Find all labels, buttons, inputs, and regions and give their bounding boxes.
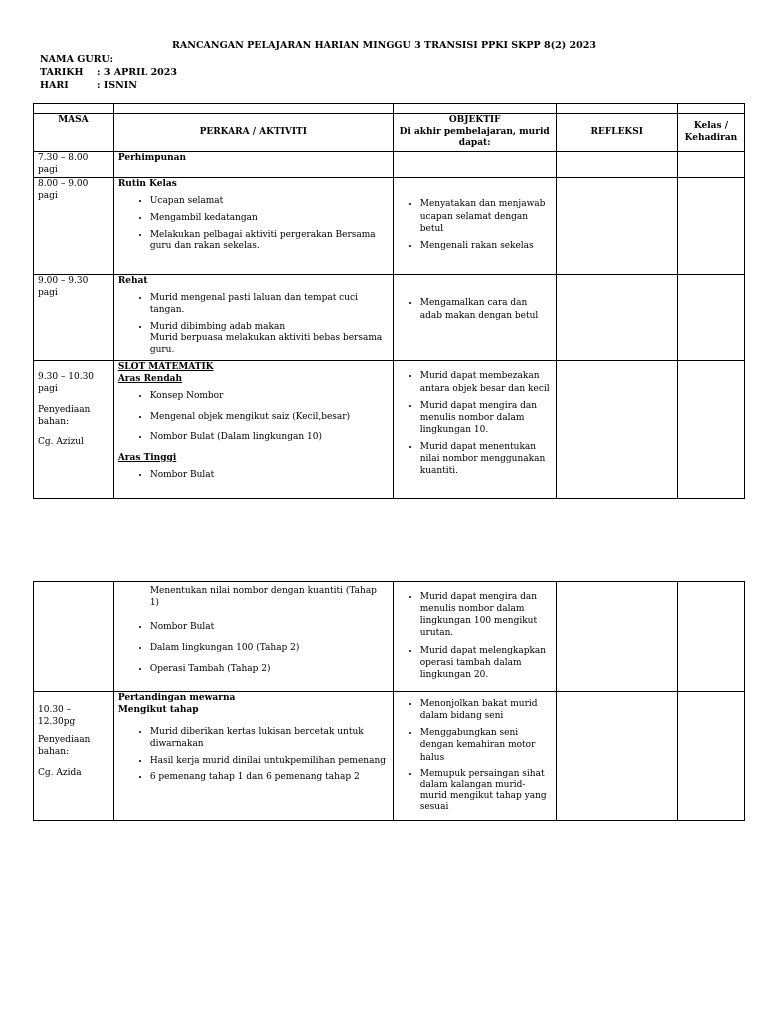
teacher-name: Cg. Azida — [38, 767, 82, 778]
list-item: • Murid dapat membezakan antara objek besar dan kecil — [420, 370, 552, 394]
row-time — [34, 361, 114, 499]
teacher-name: Cg. Azizul — [38, 437, 84, 448]
row-activity — [113, 152, 393, 178]
list-item: • Menyatakan dan menjawab ucapan selamat dengan betul — [420, 198, 552, 234]
list-item: • Hasil kerja murid dinilai untukpemilihan pemenang — [150, 756, 389, 768]
activity-subtitle: Aras Tinggi — [117, 452, 177, 463]
col-kelas: Kelas / Kehadiran — [677, 114, 744, 152]
col-perkara: PERKARA / AKTIVITI — [113, 114, 393, 152]
list-item: • Melakukan pelbagai aktiviti pergerakan Bersama guru dan rakan sekelas. — [150, 230, 389, 253]
row-objectives — [393, 361, 556, 499]
activity-title: Pertandingan mewarna — [117, 693, 236, 703]
date-line — [40, 67, 177, 79]
row-time: 9.00 – 9.30 pagi — [34, 275, 114, 361]
date-label: TARIKH — [40, 67, 84, 78]
date-value: : 3 APRIL 2023 — [97, 67, 178, 78]
list-item: • Menggabungkan seni dengan kemahiran motor halus — [420, 727, 552, 763]
row-objectives — [393, 582, 556, 692]
lesson-table-page2 — [33, 581, 745, 821]
list-item: • 6 pemenang tahap 1 dan 6 pemenang tahap 2 — [150, 772, 389, 784]
table-row — [34, 178, 745, 275]
activity-note: Menentukan nilai nombor dengan kuantiti (Tahap 1) — [149, 586, 377, 608]
table-row — [34, 275, 745, 361]
list-item: • Mengamalkan cara dan adab makan dengan betul — [420, 297, 552, 321]
list-item: • Murid diberikan kertas lukisan bercetak untuk diwarnakan — [150, 727, 389, 750]
activity-title: Rutin Kelas — [117, 179, 177, 190]
activity-subtitle: Mengikut tahap — [117, 704, 199, 715]
table-row — [34, 582, 745, 692]
activity-title: SLOT MATEMATIK — [117, 362, 214, 373]
col-objektif — [393, 114, 556, 152]
activity-note: Murid berpuasa melakukan aktiviti bebas bersama guru. — [149, 333, 383, 355]
row-time: 8.00 – 9.00 pagi — [34, 178, 114, 275]
row-time: 7.30 – 8.00 pagi — [34, 152, 114, 178]
day-line — [40, 80, 137, 92]
lesson-table-page1 — [33, 103, 745, 499]
list-item: • Dalam lingkungan 100 (Tahap 2) — [150, 643, 389, 655]
table-spacer-row — [34, 104, 745, 114]
list-item: • Mengenal objek mengikut saiz (Kecil,besar) — [150, 412, 389, 424]
row-time-value: 10.30 – 12.30pg — [38, 705, 76, 727]
list-item: • Murid dapat mengira dan menulis nombor dalam lingkungan 10. — [420, 400, 552, 436]
col-refleksi: REFLEKSI — [556, 114, 677, 152]
teacher-name-label: NAMA GURU: — [40, 54, 113, 65]
row-time-value: 9.30 – 10.30 pagi — [38, 372, 95, 395]
list-item: • Nombor Bulat — [150, 622, 389, 634]
row-activity — [113, 582, 393, 692]
document-title: RANCANGAN PELAJARAN HARIAN MINGGU 3 TRANSISI PPKI SKPP 8(2) 2023 — [172, 40, 596, 51]
row-activity — [113, 361, 393, 499]
list-item: • Nombor Bulat (Dalam lingkungan 10) — [150, 432, 389, 444]
row-activity — [113, 178, 393, 275]
row-activity — [113, 275, 393, 361]
table-header-row — [34, 114, 745, 152]
activity-subtitle: Aras Rendah — [117, 374, 182, 385]
day-label: HARI — [40, 80, 69, 91]
list-item: • Ucapan selamat — [150, 196, 389, 208]
objektif-title: OBJEKTIF — [448, 115, 501, 125]
list-item: • Murid dapat melengkapkan operasi tambah dalam lingkungan 20. — [420, 645, 552, 681]
objektif-subtitle: Di akhir pembelajaran, murid dapat: — [399, 126, 550, 149]
list-item: • Memupuk persaingan sihat dalam kalangan murid-murid mengikut tahap yang sesuai — [420, 769, 552, 814]
prep-label: Penyediaan bahan: — [38, 404, 91, 427]
activity-title: Rehat — [117, 276, 148, 287]
list-item: • Murid dapat mengira dan menulis nombor dalam lingkungan 100 mengikut urutan. — [420, 591, 552, 640]
row-objectives — [393, 178, 556, 275]
activity-title: Perhimpunan — [117, 153, 187, 164]
row-objectives — [393, 692, 556, 821]
day-value: : ISNIN — [97, 80, 137, 91]
prep-label: Penyediaan bahan: — [38, 735, 91, 758]
list-item: • Mengenali rakan sekelas — [420, 240, 552, 252]
list-item: • Mengambil kedatangan — [150, 213, 389, 225]
list-item: • Murid dapat menentukan nilai nombor menggunakan kuantiti. — [420, 441, 552, 477]
row-objectives — [393, 275, 556, 361]
table-row — [34, 152, 745, 178]
table-row — [34, 692, 745, 821]
col-masa: MASA — [34, 114, 114, 152]
list-item: • Murid mengenal pasti laluan dan tempat cuci tangan. — [150, 293, 389, 316]
list-item: • Nombor Bulat — [150, 470, 389, 482]
table-row — [34, 361, 745, 499]
list-item: • Menonjolkan bakat murid dalam bidang seni — [420, 698, 552, 722]
row-time — [34, 692, 114, 821]
row-activity — [113, 692, 393, 821]
list-item: • Murid dibimbing adab makan — [150, 322, 389, 334]
list-item: • Konsep Nombor — [150, 391, 389, 403]
list-item: • Operasi Tambah (Tahap 2) — [150, 664, 389, 676]
